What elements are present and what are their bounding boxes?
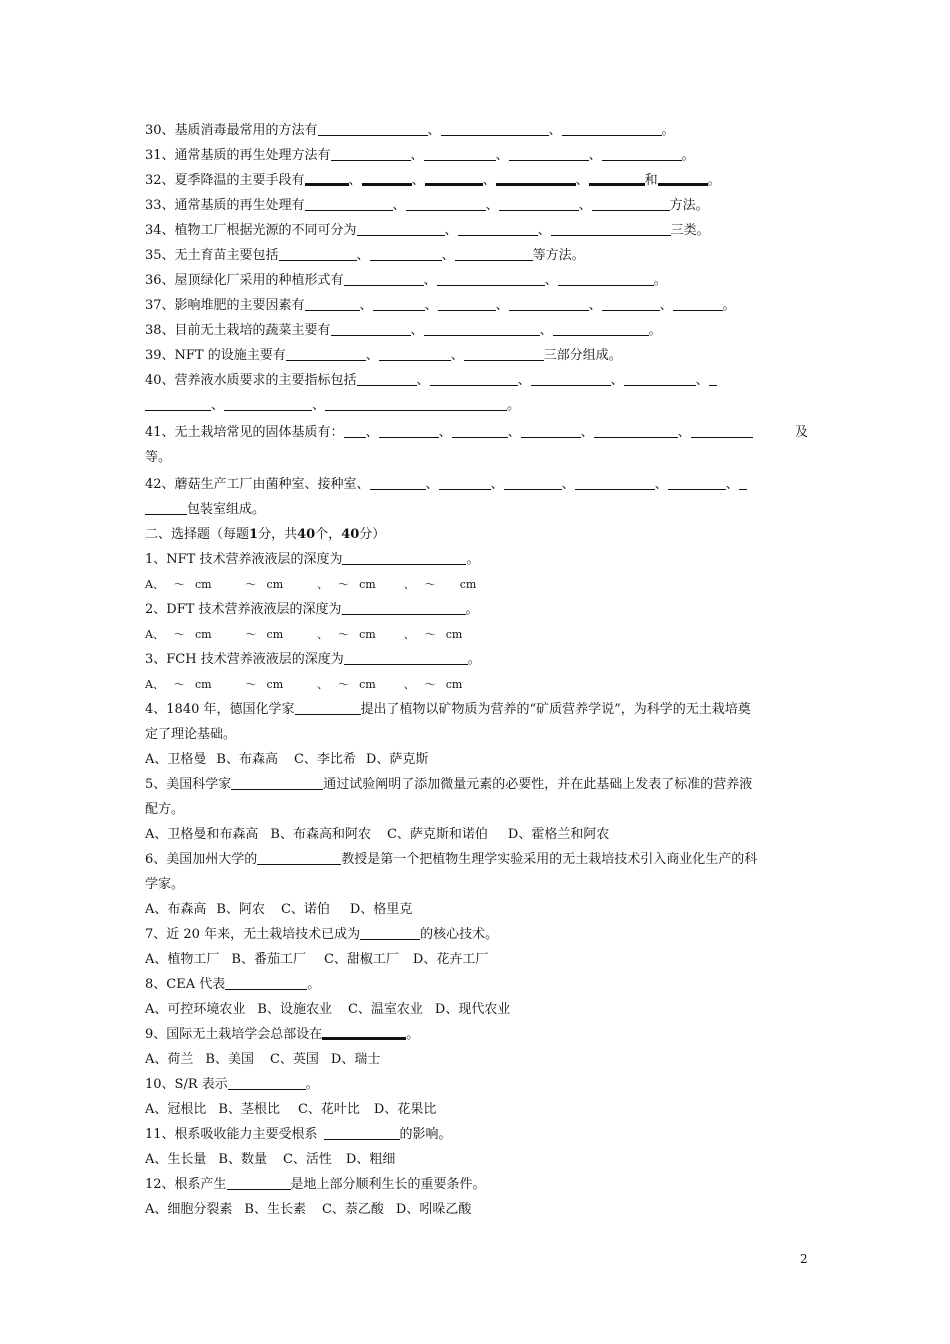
choice-question-9: 9、国际无土栽培学会总部设在 。: [145, 1022, 810, 1047]
separator: 、: [425, 477, 439, 492]
blank[interactable]: [458, 221, 538, 236]
blank[interactable]: [496, 169, 576, 186]
separator: 、: [423, 273, 437, 288]
separator: 、: [537, 223, 551, 238]
question-32: [145, 168, 810, 193]
option-b[interactable]: B、生长素: [244, 1202, 306, 1217]
blank[interactable]: [257, 850, 341, 865]
choice-question-4-line2: 定了理论基础。: [145, 727, 237, 742]
blank[interactable]: [379, 346, 451, 361]
question-text: 9、国际无土栽培学会总部设在: [145, 1027, 323, 1042]
blank[interactable]: [362, 169, 412, 186]
question-end: 三类。: [670, 223, 710, 238]
separator: 、: [580, 425, 594, 440]
blank[interactable]: [424, 321, 540, 336]
separator: 、: [578, 198, 592, 213]
option-d[interactable]: D、现代农业: [434, 1002, 511, 1017]
choice-options-6: [145, 897, 810, 922]
choice-options-12: [145, 1197, 810, 1222]
blank[interactable]: [509, 296, 589, 311]
choice-options-5: [145, 822, 810, 847]
question-end: 。: [507, 398, 521, 413]
separator: 、: [610, 373, 624, 388]
option-b[interactable]: B、布森高和阿农: [270, 827, 371, 842]
question-41-line2: [145, 445, 810, 470]
question-end: 等。: [145, 450, 172, 465]
blank[interactable]: [342, 550, 466, 565]
question-text: 11、根系吸收能力主要受根系: [145, 1127, 318, 1142]
blank[interactable]: [425, 169, 483, 186]
blank[interactable]: [499, 196, 579, 211]
blank[interactable]: [295, 700, 361, 715]
option-c[interactable]: C、李比希: [293, 752, 356, 767]
separator: 、: [695, 373, 709, 388]
choice-question-8: 8、CEA 代表 。: [145, 977, 321, 992]
question-text: 31、通常基质的再生处理方法有: [145, 148, 331, 163]
page-content: [145, 118, 810, 1222]
blank[interactable]: [145, 396, 211, 411]
blank[interactable]: [344, 271, 424, 286]
question-end: 。: [681, 148, 695, 163]
separator: 、: [365, 425, 379, 440]
blank[interactable]: [504, 475, 562, 490]
question-end: 及: [794, 425, 808, 440]
choice-question-6-line2: 学家。: [145, 877, 185, 892]
question-text: 7、近 20 年来，无土栽培技术已成为: [145, 927, 361, 942]
blank[interactable]: [602, 146, 682, 161]
option-c[interactable]: C、甜椒工厂: [323, 952, 399, 967]
question-end: 。: [707, 173, 721, 188]
question-text: 39、NFT 的设施主要有: [145, 348, 286, 363]
option-d[interactable]: D、吲哚乙酸: [395, 1202, 472, 1217]
option-a[interactable]: A、可控环境农业: [145, 1002, 246, 1017]
blank[interactable]: [531, 371, 611, 386]
blank[interactable]: [322, 1023, 406, 1040]
separator: 、: [365, 348, 379, 363]
choice-question-10: 10、S/R 表示 。: [145, 1077, 319, 1092]
option-d[interactable]: D、萨克斯: [365, 752, 429, 767]
question-text: 37、影响堆肥的主要因素有: [145, 298, 305, 313]
option-c[interactable]: C、花叶比: [297, 1102, 360, 1117]
blank[interactable]: [439, 475, 491, 490]
question-40-line2: [145, 393, 810, 418]
separator: 、: [588, 298, 602, 313]
question-end: 。: [722, 298, 736, 313]
question-text: 33、通常基质的再生处理有: [145, 198, 305, 213]
question-text: 30、基质消毒最常用的方法有: [145, 123, 318, 138]
blank[interactable]: [452, 423, 508, 438]
question-36: [145, 268, 810, 293]
question-text: 5、美国科学家: [145, 777, 232, 792]
blank[interactable]: [562, 121, 662, 136]
choice-question-6: 6、美国加州大学的 教授是第一个把植物生理学实验采用的无土栽培技术引入商业化生产的科: [145, 852, 758, 867]
question-text: 32、夏季降温的主要手段有: [145, 173, 305, 188]
separator: 、: [485, 198, 499, 213]
blank[interactable]: [318, 121, 428, 136]
choice-options-9: [145, 1047, 810, 1072]
question-text: 42、蘑菇生产工厂由菌种室、接种室、: [145, 477, 370, 492]
option-c[interactable]: C、英国: [269, 1052, 319, 1067]
separator: 、: [438, 425, 452, 440]
question-text: 34、植物工厂根据光源的不同可分为: [145, 223, 357, 238]
option-b[interactable]: B、布森高: [216, 752, 278, 767]
question-37: [145, 293, 810, 318]
choice-question-5-line2: 配方。: [145, 802, 185, 817]
option-c[interactable]: C、萘乙酸: [321, 1202, 384, 1217]
choice-options-10: [145, 1097, 810, 1122]
separator: 、: [444, 223, 458, 238]
option-b[interactable]: B、茎根比: [218, 1102, 280, 1117]
question-42: [145, 472, 810, 497]
blank[interactable]: [305, 196, 393, 211]
blank[interactable]: [379, 423, 439, 438]
separator: 、: [348, 173, 362, 188]
blank[interactable]: [673, 296, 723, 311]
choice-question-7: 7、近 20 年来，无土栽培技术已成为 的核心技术。: [145, 927, 499, 942]
separator: 、: [490, 477, 504, 492]
question-text: 6、美国加州大学的: [145, 852, 258, 867]
separator: 、: [548, 123, 562, 138]
separator: 、: [211, 398, 225, 413]
choice-question-1: 1、NFT 技术营养液液层的深度为 。: [145, 552, 480, 567]
separator: 、: [450, 348, 464, 363]
blank[interactable]: [430, 371, 518, 386]
blank[interactable]: [227, 1175, 291, 1190]
option-a[interactable]: A、布森高: [145, 902, 207, 917]
blank[interactable]: [360, 925, 420, 940]
blank[interactable]: [594, 423, 678, 438]
separator: 、: [392, 198, 406, 213]
blank[interactable]: [406, 196, 486, 211]
separator: 、: [410, 148, 424, 163]
question-33: [145, 193, 810, 218]
separator: 、: [356, 248, 370, 263]
question-text: 12、根系产生: [145, 1177, 227, 1192]
separator: 、: [441, 248, 455, 263]
option-a[interactable]: A、卫格曼和布森高: [145, 827, 259, 842]
question-text: 40、营养液水质要求的主要指标包括: [145, 373, 357, 388]
blank[interactable]: [331, 146, 411, 161]
blank[interactable]: [342, 600, 466, 615]
blank[interactable]: [521, 423, 581, 438]
blank[interactable]: [224, 396, 312, 411]
separator: 、: [561, 477, 575, 492]
question-text: 36、屋顶绿化厂采用的种植形式有: [145, 273, 344, 288]
separator: 、: [495, 298, 509, 313]
blank[interactable]: [441, 121, 549, 136]
blank[interactable]: [357, 371, 417, 386]
separator: 、: [359, 298, 373, 313]
choice-question-3: 3、FCH 技术营养液液层的深度为 。: [145, 652, 481, 667]
choice-options-3: A、 ～ cm ～ cm 、 ～ cm 、 ～ cm: [145, 678, 463, 691]
page-number: 2: [800, 1252, 808, 1266]
separator: 、: [312, 398, 326, 413]
question-text: 2、DFT 技术营养液液层的深度为: [145, 602, 342, 617]
question-end: 三部分组成。: [543, 348, 622, 363]
option-b[interactable]: B、美国: [205, 1052, 254, 1067]
question-38: [145, 318, 810, 343]
blank[interactable]: [325, 396, 507, 411]
option-b[interactable]: B、数量: [218, 1152, 267, 1167]
blank[interactable]: [228, 1075, 306, 1090]
blank[interactable]: [324, 1125, 400, 1140]
blank[interactable]: [225, 975, 307, 990]
and-text: 和: [644, 173, 658, 188]
blank[interactable]: [357, 221, 445, 236]
question-text: 38、目前无土栽培的蔬菜主要有: [145, 323, 331, 338]
question-text: 1、NFT 技术营养液液层的深度为: [145, 552, 343, 567]
choice-question-11: 11、根系吸收能力主要受根系 的影响。: [145, 1127, 452, 1142]
blank[interactable]: [592, 196, 670, 211]
blank[interactable]: [305, 169, 349, 186]
blank[interactable]: [575, 475, 655, 490]
blank[interactable]: [739, 475, 747, 490]
blank[interactable]: [424, 146, 496, 161]
option-d[interactable]: D、瑞士: [330, 1052, 381, 1067]
blank[interactable]: [602, 296, 660, 311]
choice-options-11: [145, 1147, 810, 1172]
option-c[interactable]: C、诺伯: [280, 902, 330, 917]
option-a[interactable]: A、荷兰: [145, 1052, 194, 1067]
blank[interactable]: [373, 296, 425, 311]
choice-options-8: [145, 997, 810, 1022]
question-30: [145, 118, 810, 143]
separator: 、: [539, 323, 553, 338]
question-39: [145, 343, 810, 368]
blank[interactable]: [691, 423, 753, 438]
blank[interactable]: [370, 475, 426, 490]
choice-options-7: [145, 947, 810, 972]
choice-question-12: 12、根系产生 是地上部分顺利生长的重要条件。: [145, 1177, 486, 1192]
option-d[interactable]: D、花果比: [373, 1102, 437, 1117]
separator: 、: [677, 425, 691, 440]
choice-question-2: 2、DFT 技术营养液液层的深度为 。: [145, 602, 479, 617]
section-heading: 二、选择题（每题1分，共40个，40分）: [145, 527, 386, 542]
separator: 、: [725, 477, 739, 492]
option-d[interactable]: D、霍格兰和阿农: [507, 827, 610, 842]
question-text: 35、无土育苗主要包括: [145, 248, 279, 263]
blank[interactable]: [509, 146, 589, 161]
choice-options-4: [145, 747, 810, 772]
blank[interactable]: [709, 371, 717, 386]
question-end: 方法。: [669, 198, 709, 213]
separator: 、: [654, 477, 668, 492]
separator: 、: [416, 373, 430, 388]
question-text: 8、CEA 代表: [145, 977, 226, 992]
choice-options-1: A、 ～ cm ～ cm 、 ～ cm 、 ～ cm: [145, 578, 477, 591]
option-a[interactable]: A、冠根比: [145, 1102, 207, 1117]
question-end: 。: [648, 323, 662, 338]
separator: 、: [495, 148, 509, 163]
separator: 、: [544, 273, 558, 288]
option-c[interactable]: C、活性: [282, 1152, 332, 1167]
option-a[interactable]: A、细胞分裂素: [145, 1202, 233, 1217]
blank[interactable]: [437, 271, 545, 286]
blank[interactable]: [331, 321, 411, 336]
question-end: 包装室组成。: [187, 502, 266, 517]
option-c[interactable]: C、萨克斯和诺伯: [386, 827, 488, 842]
blank[interactable]: [286, 346, 366, 361]
blank[interactable]: [668, 475, 726, 490]
question-35: [145, 243, 810, 268]
choice-options-2: A、 ～ cm ～ cm 、 ～ cm 、 ～ cm: [145, 628, 463, 641]
separator: 、: [410, 323, 424, 338]
blank[interactable]: [464, 346, 544, 361]
blank[interactable]: [551, 221, 671, 236]
blank[interactable]: [279, 246, 357, 261]
option-c[interactable]: C、温室农业: [347, 1002, 423, 1017]
separator: 、: [411, 173, 425, 188]
question-41: [145, 420, 810, 445]
separator: 、: [588, 148, 602, 163]
blank[interactable]: [658, 169, 708, 186]
question-text: 10、S/R 表示: [145, 1077, 228, 1092]
blank[interactable]: [624, 371, 696, 386]
separator: 、: [427, 123, 441, 138]
separator: 、: [507, 425, 521, 440]
blank[interactable]: [305, 296, 360, 311]
option-a[interactable]: A、生长量: [145, 1152, 207, 1167]
question-end: 。: [661, 123, 675, 138]
blank[interactable]: [370, 246, 442, 261]
separator: 、: [517, 373, 531, 388]
blank[interactable]: [344, 650, 468, 665]
question-34: [145, 218, 810, 243]
blank[interactable]: [344, 423, 366, 438]
option-b[interactable]: B、阿农: [216, 902, 265, 917]
question-text: 4、1840 年，德国化学家: [145, 702, 295, 717]
option-a[interactable]: A、卫格曼: [145, 752, 207, 767]
blank[interactable]: [231, 775, 323, 790]
question-40: [145, 368, 810, 393]
blank[interactable]: [558, 271, 654, 286]
option-a[interactable]: A、植物工厂: [145, 952, 220, 967]
question-31: [145, 143, 810, 168]
option-d[interactable]: D、粗细: [345, 1152, 396, 1167]
option-d[interactable]: D、格里克: [349, 902, 413, 917]
question-text: 3、FCH 技术营养液液层的深度为: [145, 652, 344, 667]
separator: 、: [659, 298, 673, 313]
separator: 、: [575, 173, 589, 188]
blank[interactable]: [455, 246, 533, 261]
option-d[interactable]: D、花卉工厂: [412, 952, 489, 967]
option-b[interactable]: B、设施农业: [257, 1002, 332, 1017]
choice-question-4: 4、1840 年，德国化学家 提出了植物以矿物质为营养的“矿质营养学说”，为科学的无土栽培奠: [145, 702, 751, 717]
question-end: 。: [653, 273, 667, 288]
question-42-line2: [145, 497, 810, 522]
separator: 、: [424, 298, 438, 313]
blank[interactable]: [553, 321, 649, 336]
option-b[interactable]: B、番茄工厂: [231, 952, 306, 967]
question-text: 41、无土栽培常见的固体基质有：: [145, 425, 344, 440]
blank[interactable]: [438, 296, 496, 311]
blank[interactable]: [145, 500, 187, 515]
question-end: 等方法。: [532, 248, 585, 263]
separator: 、: [482, 173, 496, 188]
choice-question-5: 5、美国科学家 通过试验阐明了添加微量元素的必要性，并在此基础上发表了标准的营养液: [145, 777, 753, 792]
blank[interactable]: [589, 169, 645, 186]
